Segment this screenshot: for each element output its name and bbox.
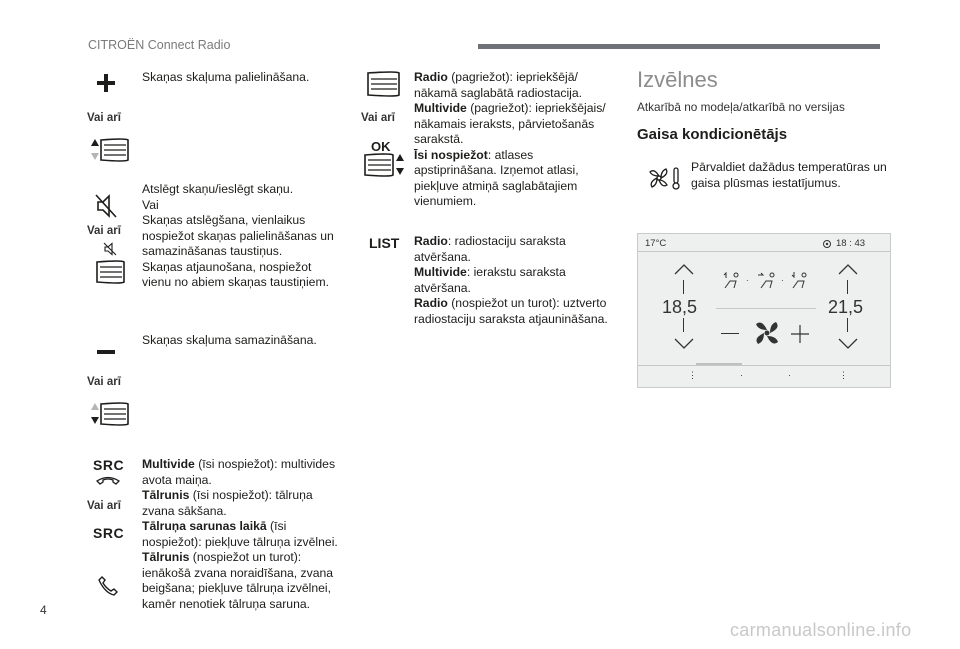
header-bar	[478, 44, 880, 49]
src-label-2: SRC	[93, 525, 125, 541]
clock: 18 : 43	[836, 238, 866, 249]
volume-up-text: Skaņas skaļuma palielināšana.	[142, 70, 310, 84]
header-title: CITROËN Connect Radio	[88, 38, 231, 52]
or-label: Vai arī	[87, 112, 121, 124]
watermark: carmanualsonline.info	[730, 620, 912, 640]
right-temp-tick	[847, 280, 848, 294]
panel-divider	[638, 251, 890, 252]
volume-down-text: Skaņas skaļuma samazināšana.	[142, 333, 317, 347]
menu-button-1[interactable]: ⋮	[688, 370, 697, 380]
mute-small-icon	[103, 242, 117, 256]
right-temperature: 21,5	[828, 297, 864, 317]
panel-divider	[716, 308, 816, 309]
plus-icon	[96, 73, 116, 93]
fan-increase-button[interactable]	[790, 324, 810, 344]
list-text: Radio: radiostaciju saraksta atvēršana. Multivide: ierakstu saraksta atvēršana. Radio (nospiežot un turot): uztverto radiostaciju saraksta atjaunināšana.	[414, 234, 608, 326]
subsection-heading: Gaisa kondicionētājs	[637, 126, 788, 143]
wheel-ok-icon	[363, 152, 407, 178]
separator-dot: ·	[781, 276, 784, 285]
left-temp-tick	[683, 280, 684, 294]
air-distribution-feet-icon[interactable]	[790, 270, 812, 290]
mute-text: Atslēgt skaņu/ieslēgt skaņu. Vai Skaņas atslēgšana, vienlaikus nospiežot skaņas palielināšanas un samazināšanas taustiņus. Skaņas atjaunošana, nospiežot vienu no abiem skaņas taustiņiem.	[142, 182, 334, 289]
air-distribution-center-icon[interactable]	[756, 270, 780, 290]
left-temp-down-button[interactable]	[674, 338, 694, 350]
air-distribution-upper-icon[interactable]	[722, 270, 744, 290]
menu-button-2[interactable]: ·	[740, 370, 743, 380]
gps-icon	[822, 239, 832, 249]
wheel-control-up-icon	[88, 137, 130, 163]
outside-temperature: 17°C	[645, 238, 667, 249]
page-number: 4	[40, 603, 47, 617]
or-label: Vai arī	[87, 225, 121, 237]
climate-panel	[637, 233, 891, 388]
list-label: LIST	[369, 235, 400, 251]
wheel-control-icon	[94, 259, 126, 285]
radio-rotate-text: Radio (pagriežot): iepriekšējā/ nākamā saglabātā radiostacija. Multivide (pagriežot): iepriekšējais/ nākamais ieraksts, pārvietošanās sarakstā. Īsi nospiežot: atlases apstiprināšana. Izņemot atlasi, piekļuve atmiņā saglabātajiem vienumiem.	[414, 70, 606, 208]
menu-button-4[interactable]: ⋮	[839, 370, 848, 380]
right-temp-tick	[847, 318, 848, 332]
left-temp-up-button[interactable]	[674, 263, 694, 275]
left-temperature: 18,5	[662, 297, 698, 317]
wheel-control-down-icon	[88, 401, 130, 427]
minus-icon	[96, 348, 116, 356]
right-temp-down-button[interactable]	[838, 338, 858, 350]
right-temp-up-button[interactable]	[838, 263, 858, 275]
climate-description: Pārvaldiet dažādus temperatūras un gaisa plūsmas iestatījumus.	[691, 160, 887, 190]
separator-dot: ·	[746, 276, 749, 285]
fan-icon	[752, 318, 782, 348]
menu-button-3[interactable]: ·	[788, 370, 791, 380]
mute-icon	[94, 193, 118, 219]
src-label: SRC	[93, 457, 125, 473]
src-text: Multivide (īsi nospiežot): multivides avota maiņa. Tālrunis (īsi nospiežot): tālruņa zvana sākšana. Tālruņa sarunas laikā (īsi nospiežot): piekļuve tālruņa izvēlnei. Tālrunis (nospiežot un turot): ienākošā zvana noraidīšana, zvana beigšana; piekļuve tālruņa izvēlnei, kamēr nenotiek tālruņa saruna.	[142, 457, 338, 611]
phone-icon	[97, 575, 119, 597]
ok-label: OK	[371, 139, 391, 154]
phone-hangup-icon	[95, 473, 121, 487]
or-label: Vai arī	[361, 112, 395, 124]
section-title: Izvēlnes	[637, 67, 718, 92]
section-subtitle: Atkarībā no modeļa/atkarībā no versijas	[637, 100, 845, 114]
panel-divider	[638, 365, 890, 366]
or-label: Vai arī	[87, 500, 121, 512]
or-label: Vai arī	[87, 376, 121, 388]
climate-icon	[648, 166, 682, 190]
left-temp-tick	[683, 318, 684, 332]
fan-decrease-button[interactable]	[721, 333, 739, 334]
wheel-control-icon	[365, 70, 401, 98]
